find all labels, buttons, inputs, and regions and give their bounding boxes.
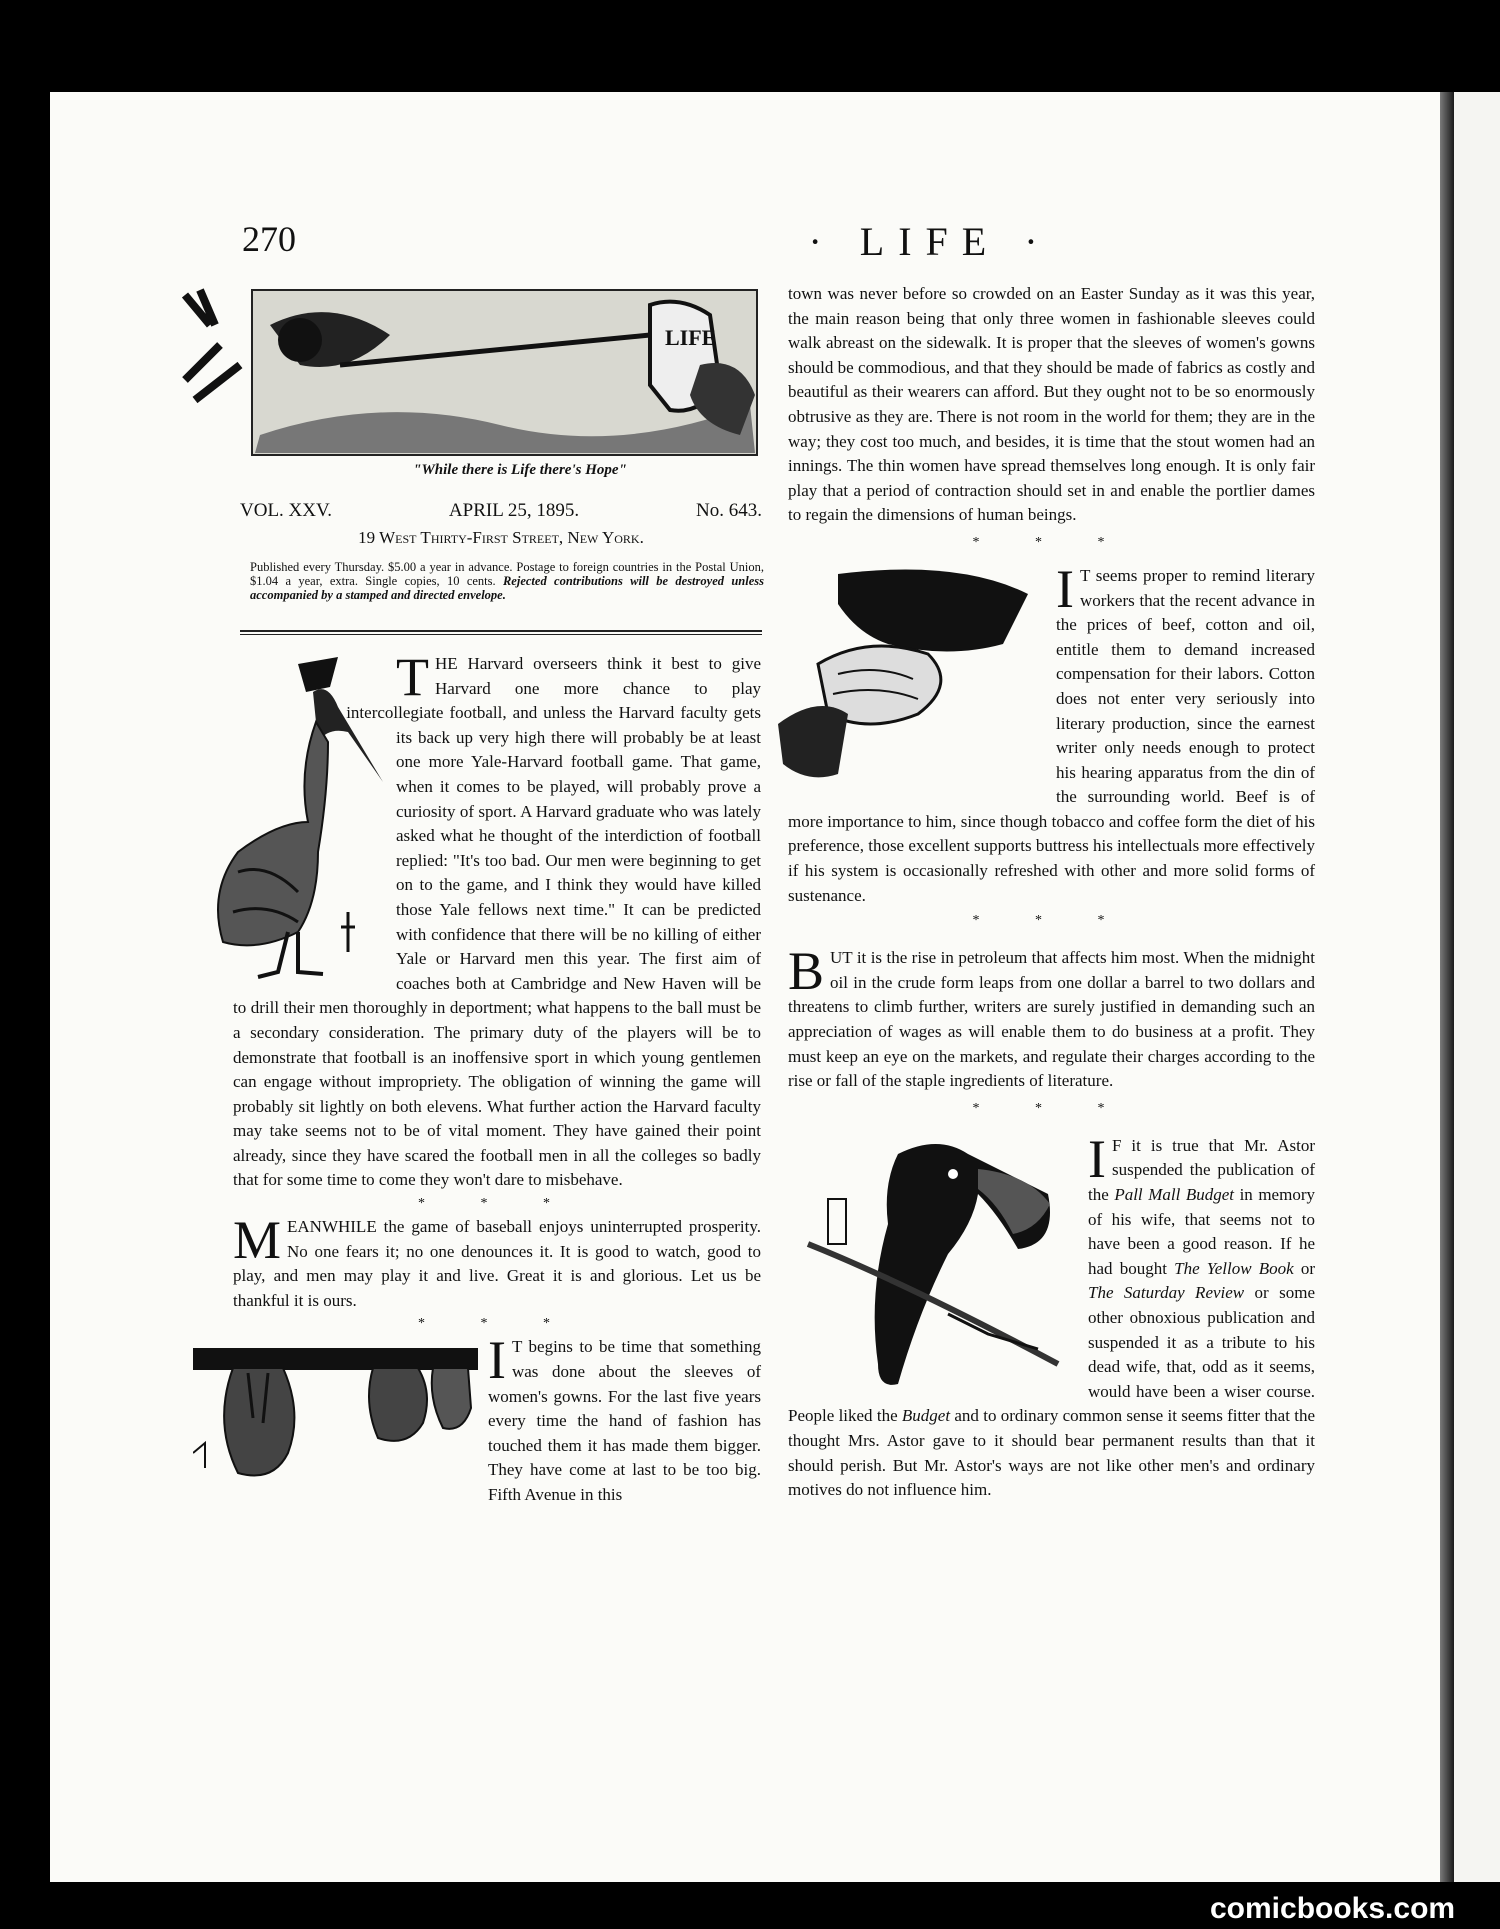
publisher-address: 19 West Thirty-First Street, New York. [358, 528, 644, 547]
section-divider: * * * [972, 1100, 1131, 1116]
sleeves-continued: town was never before so crowded on an Easter Sunday as it was this year, the main reason being that only three women in fashionable sleeves could walk abreast on the sidewalk. It is proper that the sleeves of women's gowns should be commodious, and that they should be made of fabrics as costly and beautiful as their wearers can afford. But they ought not to be so enormously obtrusive as they are. There is not room in the world for them; they are in the way; they cost too much, and besides, it is time that the stout women had an innings. The thin women have spread themselves long enough. It is only fair play that a period of contraction should set in and enable the portlier dames to regain the dimensions of human beings. [788, 284, 1315, 525]
section-divider: * * * [972, 913, 1131, 929]
issue-date: APRIL 25, 1895. [448, 500, 580, 521]
bats-illustration [193, 1343, 478, 1493]
astor-dropcap: I [1088, 1128, 1106, 1189]
publication-note [250, 560, 764, 602]
sleeves-text: T begins to be time that something was done about the sleeves of women's gowns. For the last five years every time the hand of fashion has touched them it has made them bigger. They have come at last to be too big. Fifth Avenue in this [488, 1337, 761, 1504]
source-watermark: comicbooks.com [1210, 1892, 1456, 1925]
issue-number: No. 643. [696, 500, 762, 521]
literary-dropcap: I [1056, 558, 1074, 619]
astor-text: and to ordinary common sense it seems fitter that the thought Mrs. Astor gave to it should bear permanent results than that it should perish. But Mr. Astor's ways are not like other men's and ordinary motives do not influence him. [788, 1406, 1315, 1500]
left-column [233, 647, 761, 1508]
harvard-dropcap: T [396, 647, 429, 707]
page-spine [1440, 92, 1454, 1882]
literary-text: T seems proper to remind literary workers that the recent advance in the prices of beef, cotton and oil, entitle them to demand increased compensation for their labors. Cotton does not enter very seriously into literary production, since the earnest writer only needs enough to protect his hearing apparatus from the din of the surrounding world. Beef is of more importance to him, since though tobacco and coffee form the diet of his preference, those excellent supports buttress his intellectuals more effectively if his system is occasionally refreshed with other and more solid forms of sustenance. [788, 565, 1315, 905]
petroleum-paragraph [788, 941, 1315, 1094]
submission-note: Rejected contributions will be destroyed unless accompanied by a stamped and directed envelope. [250, 574, 764, 602]
section-divider: * * * [418, 1316, 576, 1332]
masthead-title: · LIFE · [808, 219, 1052, 264]
saturday-review-title: The Saturday Review [1088, 1283, 1245, 1303]
page-number: 270 [242, 219, 296, 259]
petroleum-text: UT it is the rise in petroleum that affects him most. When the midnight oil in the crude form leaps from one dollar a barrel to two dollars and threatens to climb further, writers are surely justified in demanding such an appreciation of wages as will enable them to do business at a profit. They must keep an eye on the markets, and regulate their charges according to the rise or fall of the staple ingredients of literature. [788, 948, 1315, 1091]
yellow-book-title: The Yellow Book [1174, 1258, 1294, 1278]
publication-terms: Published every Thursday. $5.00 a year in advance. Postage to foreign countries in the Postal Union, $1.04 a year, extra. Single copies, 10 cents. [250, 560, 764, 588]
pall-mall-budget-title: Pall Mall Budget [1114, 1185, 1235, 1204]
section-divider: * * * [972, 534, 1131, 550]
budget-title: Budget [901, 1406, 951, 1426]
astor-text: or [1293, 1258, 1315, 1278]
astor-text: F it is true that Mr. Astor suspended the publication of the [1088, 1135, 1315, 1204]
toucan-illustration [788, 1134, 1078, 1396]
baseball-paragraph [233, 1210, 761, 1313]
astor-text: or some other obnoxious publication and suspended it as a tribute to his dead wife, that, odd as it seems, would have been a wiser course. People liked the [788, 1283, 1315, 1426]
banner-caption: "While there is Life there's Hope" [413, 462, 627, 478]
baseball-dropcap: M [233, 1210, 282, 1271]
section-divider: * * * [418, 1196, 576, 1212]
harvard-text: HE Harvard overseers think it best to give Harvard one more chance to play intercollegiate football, and unless the Harvard faculty gets its back up very high there will probably be at least one more Yale-Harvard football game. That game, when it comes to be played, will probably prove a curiosity of sport. A Harvard graduate who was lately asked what he thought of the interdiction of football replied: "It's too bad. Our men were beginning to get on to the game, and I think they would have killed those Yale fellows next time." It can be predicted with confidence that there will be no killing of either Yale or Harvard men this year. The first aim of coaches both at Cambridge and New Haven will be to drill their men thoroughly in deportment; what happens to the ball must be a secondary consideration. The primary duty of the players will be to demonstrate that football is an inoffensive sport in which young gentlemen can engage without impropriety. The obligation of winning the game will probably sit lightly on both elevens. What further action the Harvard faculty may take seems not to be of vital moment. They have gained their point already, since they have scared the football men in all the colleges so badly that for some time to come they won't dare to misbehave. [233, 654, 761, 1190]
adjacent-page-edge [1454, 92, 1500, 1882]
petroleum-dropcap: B [788, 941, 825, 1002]
header-rule [240, 630, 762, 632]
header-rule-thin [240, 634, 762, 635]
astor-text: in memory of his wife, that seems not to have been a good reason. If he had bought [1088, 1185, 1315, 1278]
hand-illustration [778, 564, 1048, 794]
banner-shield-text: LIFE [665, 325, 717, 350]
volume-line [240, 500, 762, 522]
sleeves-dropcap: I [488, 1330, 506, 1391]
baseball-text: EANWHILE the game of baseball enjoys uninterrupted prosperity. No one fears it; no one denounces it. It is good to watch, good to play, and men may play it and live. Great it is and glorious. Let us be thankful it is ours. [233, 1217, 761, 1310]
volume: VOL. XXV. [240, 500, 333, 521]
banner-illustration [180, 285, 770, 460]
right-column [788, 282, 1315, 1503]
